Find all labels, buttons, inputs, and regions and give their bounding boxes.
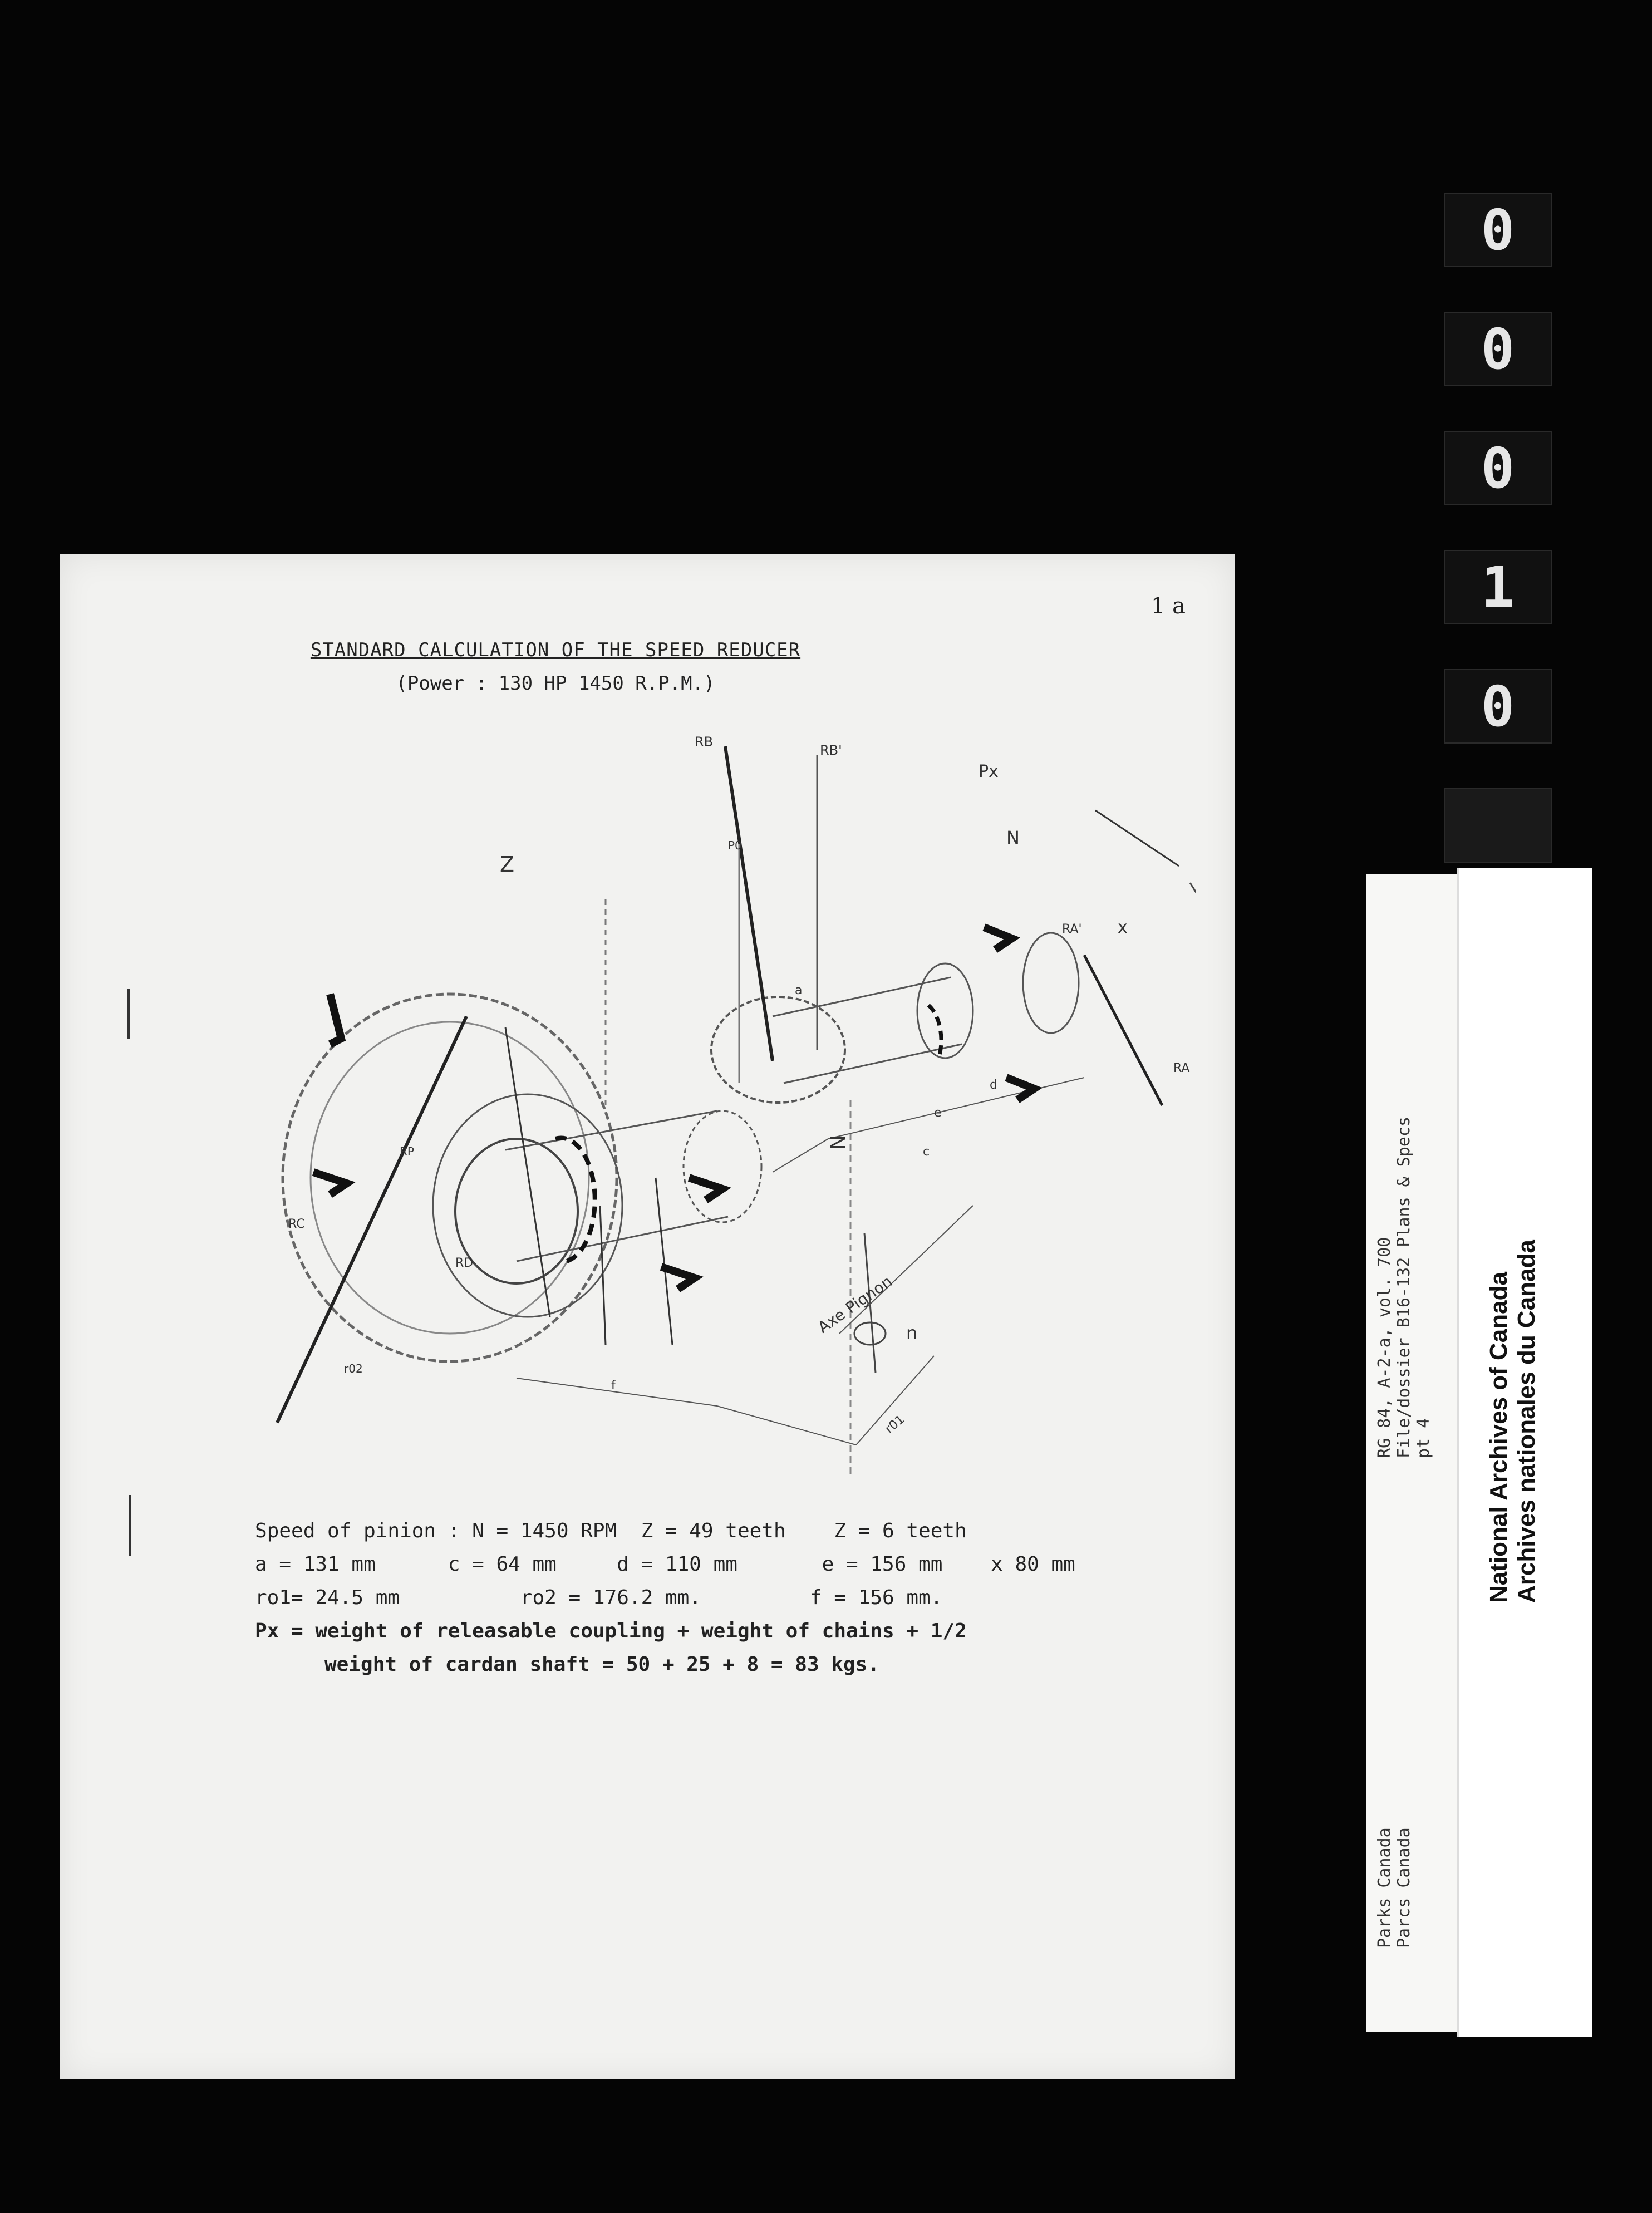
label-f: f xyxy=(611,1379,616,1393)
label-n-shaft: N xyxy=(827,1135,850,1150)
label-x: x xyxy=(1118,918,1128,937)
parks-canada-en: Parks Canada xyxy=(1375,1827,1394,1948)
label-r01: r01 xyxy=(882,1412,908,1437)
spec-dimensions: a = 131 mm c = 64 mm d = 110 mm e = 156 mm x 80 mm xyxy=(255,1553,1075,1576)
page-subtitle: (Power : 130 HP 1450 R.P.M.) xyxy=(396,672,715,695)
label-z: Z xyxy=(500,852,515,877)
label-a: a xyxy=(795,983,803,997)
label-p0: P0 xyxy=(728,839,742,852)
label-rp: RP xyxy=(400,1145,414,1158)
counter-digit: 0 xyxy=(1444,193,1552,267)
spec-px-definition: Px = weight of releasable coupling + weight of chains + 1/2 xyxy=(255,1620,967,1642)
spec-px-total: weight of cardan shaft = 50 + 25 + 8 = 83 kgs. xyxy=(324,1653,879,1676)
archives-name-en: National Archives of Canada xyxy=(1485,1272,1512,1603)
counter-digit: 0 xyxy=(1444,431,1552,505)
label-e: e xyxy=(934,1106,942,1120)
margin-mark xyxy=(127,989,130,1039)
page-number: 1 a xyxy=(1151,593,1186,619)
document-page xyxy=(60,554,1235,2079)
label-r02: r02 xyxy=(344,1362,363,1375)
label-ra: RA xyxy=(1173,1061,1190,1075)
label-d: d xyxy=(990,1078,997,1092)
counter-digit: 1 xyxy=(1444,550,1552,624)
label-px: Px xyxy=(979,762,999,781)
counter-digit xyxy=(1444,788,1552,863)
label-c: c xyxy=(923,1145,930,1159)
frame-counter xyxy=(1444,193,1550,907)
label-rc: RC xyxy=(288,1217,305,1231)
counter-digit: 0 xyxy=(1444,669,1552,744)
label-rd: RD xyxy=(455,1256,474,1270)
reference-line-3: pt 4 xyxy=(1414,1418,1433,1458)
reference-line-1: RG 84, A-2-a, vol. 700 xyxy=(1375,1237,1394,1458)
label-n-arrow: N xyxy=(1006,827,1020,848)
gear-reducer-drawing xyxy=(216,716,1196,1478)
margin-mark xyxy=(129,1495,131,1556)
reference-line-2: File/dossier B16-132 Plans & Specs xyxy=(1394,1116,1414,1458)
specifications xyxy=(255,1514,1229,1681)
counter-digit: 0 xyxy=(1444,312,1552,386)
label-axe-pignon: Axe Pignon xyxy=(814,1272,896,1337)
label-n-rotation: n xyxy=(906,1322,918,1344)
page-title: STANDARD CALCULATION OF THE SPEED REDUCER xyxy=(310,639,801,661)
spec-radii: ro1= 24.5 mm ro2 = 176.2 mm. f = 156 mm. xyxy=(255,1586,943,1609)
label-rb-prime: RB' xyxy=(820,742,842,758)
spec-speed-of-pinion: Speed of pinion : N = 1450 RPM Z = 49 teeth Z = 6 teeth xyxy=(255,1519,967,1542)
archives-name-fr: Archives nationales du Canada xyxy=(1513,1240,1540,1603)
label-ra-prime: RA' xyxy=(1062,922,1082,936)
label-rb: RB xyxy=(695,734,714,750)
parks-canada-fr: Parcs Canada xyxy=(1394,1827,1414,1948)
